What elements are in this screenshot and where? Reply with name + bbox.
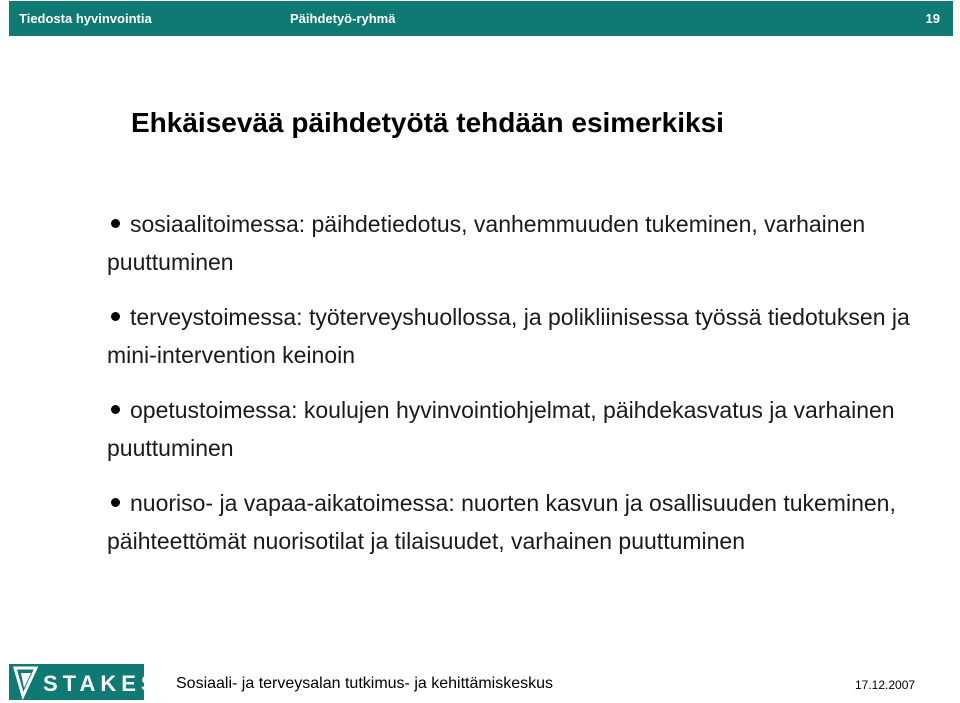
bullet-item [107,484,937,560]
bullet-text: opetustoimessa: koulujen hyvinvointiohjelmat, päihdekasvatus ja varhainen puuttuminen [107,397,895,461]
bullet-item [107,391,937,467]
stakes-logo-icon [9,664,161,700]
page-number: 19 [925,11,940,26]
footer-organization: Sosiaali- ja terveysalan tutkimus- ja kehittämiskeskus [176,675,554,692]
header-left-label: Tiedosta hyvinvointia [19,11,152,26]
bullet-text: sosiaalitoimessa: päihdetiedotus, vanhemmuuden tukeminen, varhainen puuttuminen [107,211,866,275]
slide-title: Ehkäisevää päihdetyötä tehdään esimerkiksi [131,107,724,138]
bullet-dot-icon [111,498,120,507]
footer-date: 17.12.2007 [855,678,916,692]
bullet-text: terveystoimessa: työterveyshuollossa, ja polikliinisessa työssä tiedotuksen ja mini-intervention keinoin [107,304,910,368]
header-center-label: Päihdetyö-ryhmä [290,11,396,26]
bullet-item [107,298,937,374]
stakes-logo [9,664,161,700]
bullet-dot-icon [111,312,120,321]
bullet-text: nuoriso- ja vapaa-aikatoimessa: nuorten kasvun ja osallisuuden tukeminen, päihteettömät nuorisotilat ja tilaisuudet, varhainen puuttuminen [107,490,896,554]
bullet-item [107,205,937,281]
bullet-list [107,205,937,577]
header-bar [9,1,953,36]
bullet-dot-icon [111,405,120,414]
bullet-dot-icon [111,219,120,228]
logo-text: STAKES [43,671,161,696]
